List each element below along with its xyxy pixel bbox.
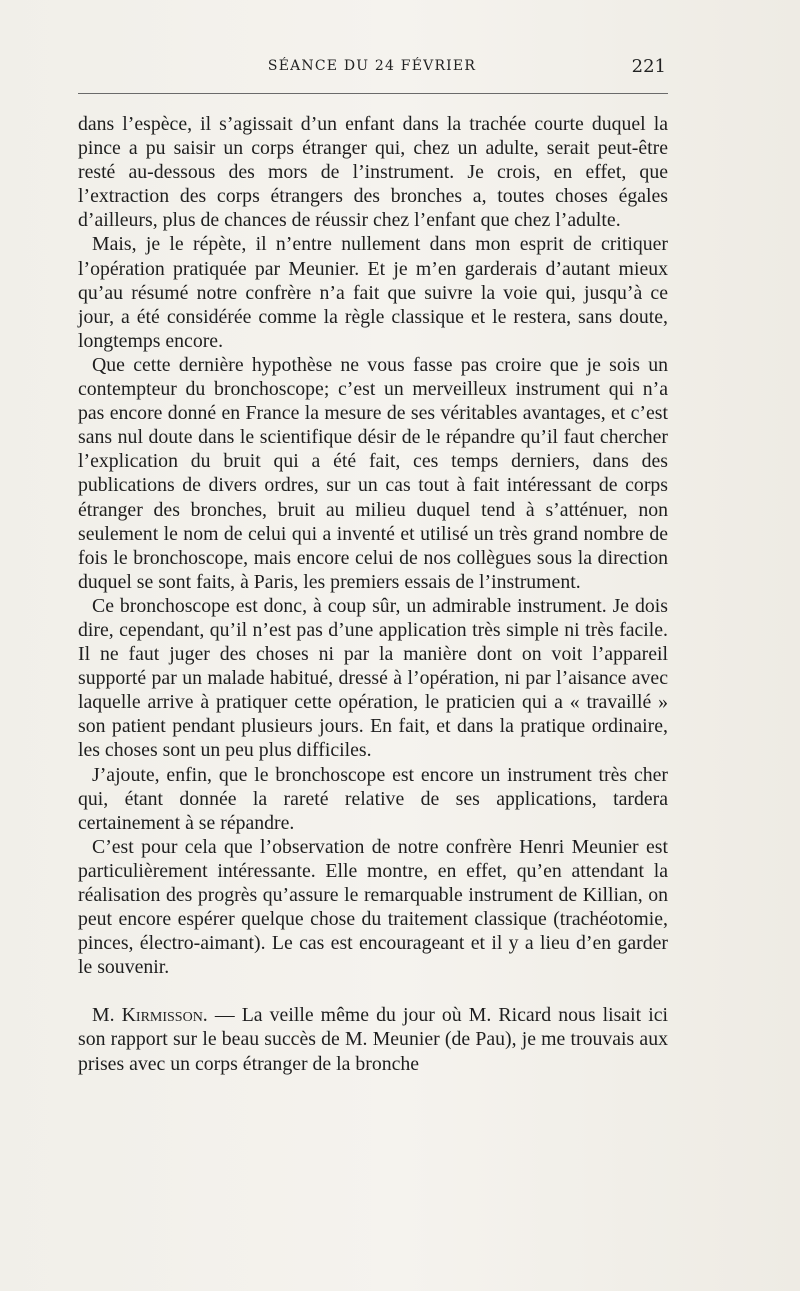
paragraph-4: Ce bronchoscope est donc, à coup sûr, un admirable instrument. Je dois dire, cependant, qu’il n’est pas d’une application très simple ni très facile. Il ne faut juger des choses ni par la manière dont on voit l’appareil supporté par un malade habitué, dressé à l’opération, ni par l’aisance avec laquelle arrive à pratiquer cette opération, le praticien qui a « travaillé » son patient pendant plusieurs jours. En fait, et dans la pratique ordinaire, les choses sont un peu plus difficiles. [78, 594, 668, 762]
running-header [78, 58, 666, 82]
body-text [78, 112, 668, 1076]
speaker-name: M. Kirmisson. [92, 1004, 208, 1027]
paragraph-2: Mais, je le répète, il n’entre nullement dans mon esprit de critiquer l’opération pratiquée par Meunier. Et je m’en garderais d’autant mieux qu’au résumé notre confrère n’a fait que suivre la voie qui, jusqu’à ce jour, a été considérée comme la règle classique et le restera, sans doute, longtemps encore. [78, 233, 668, 352]
speaker-text: — La veille même du jour où M. Ricard nous lisait ici son rapport sur le beau succès de M. Meunier (de Pau), je me trouvais aux prises avec un corps étranger de la bronche [78, 1004, 668, 1075]
paragraph-1: dans l’espèce, il s’agissait d’un enfant dans la trachée courte duquel la pince a pu saisir un corps étranger qui, chez un adulte, serait peut-être resté au-dessous des mors de l’instrument. Je crois, en effet, que l’extraction des corps étrangers des bronches a, toutes choses égales d’ailleurs, plus de chances de réussir chez l’enfant que chez l’adulte. [78, 113, 668, 232]
paragraph-6: C’est pour cela que l’observation de notre confrère Henri Meunier est particulièrement intéressante. Elle montre, en effet, qu’en attendant la réalisation des progrès qu’assure le remarquable instrument de Killian, on peut encore espérer quelque chose du traitement classique (trachéotomie, pinces, électro-aimant). Le cas est encourageant et il y a lieu d’en garder le souvenir. [78, 835, 668, 979]
paragraph-3: Que cette dernière hypothèse ne vous fasse pas croire que je sois un contempteur du bronchoscope; c’est un merveilleux instrument qui n’a pas encore donné en France la mesure de ses véritables avantages, et c’est sans nul doute dans le scientifique désir de le répandre qu’il faut chercher l’explication du bruit qui a été fait, ces temps derniers, dans des publications de divers ordres, sur un cas tout à fait intéressant de corps étranger des bronches, bruit au milieu duquel tend à s’atténuer, non seulement le nom de celui qui a inventé et utilisé un très grand nombre de fois le bronchoscope, mais encore celui de nos collègues sous la direction duquel se sont faits, à Paris, les premiers essais de l’instrument. [78, 353, 668, 593]
paragraph-5: J’ajoute, enfin, que le bronchoscope est encore un instrument très cher qui, étant donnée la rareté relative de ses applications, tardera certainement à se répandre. [78, 763, 668, 834]
paragraph-7 [78, 1003, 668, 1075]
header-rule [78, 93, 668, 94]
running-title: SÉANCE DU 24 FÉVRIER [267, 58, 477, 74]
page-number: 221 [631, 56, 666, 77]
